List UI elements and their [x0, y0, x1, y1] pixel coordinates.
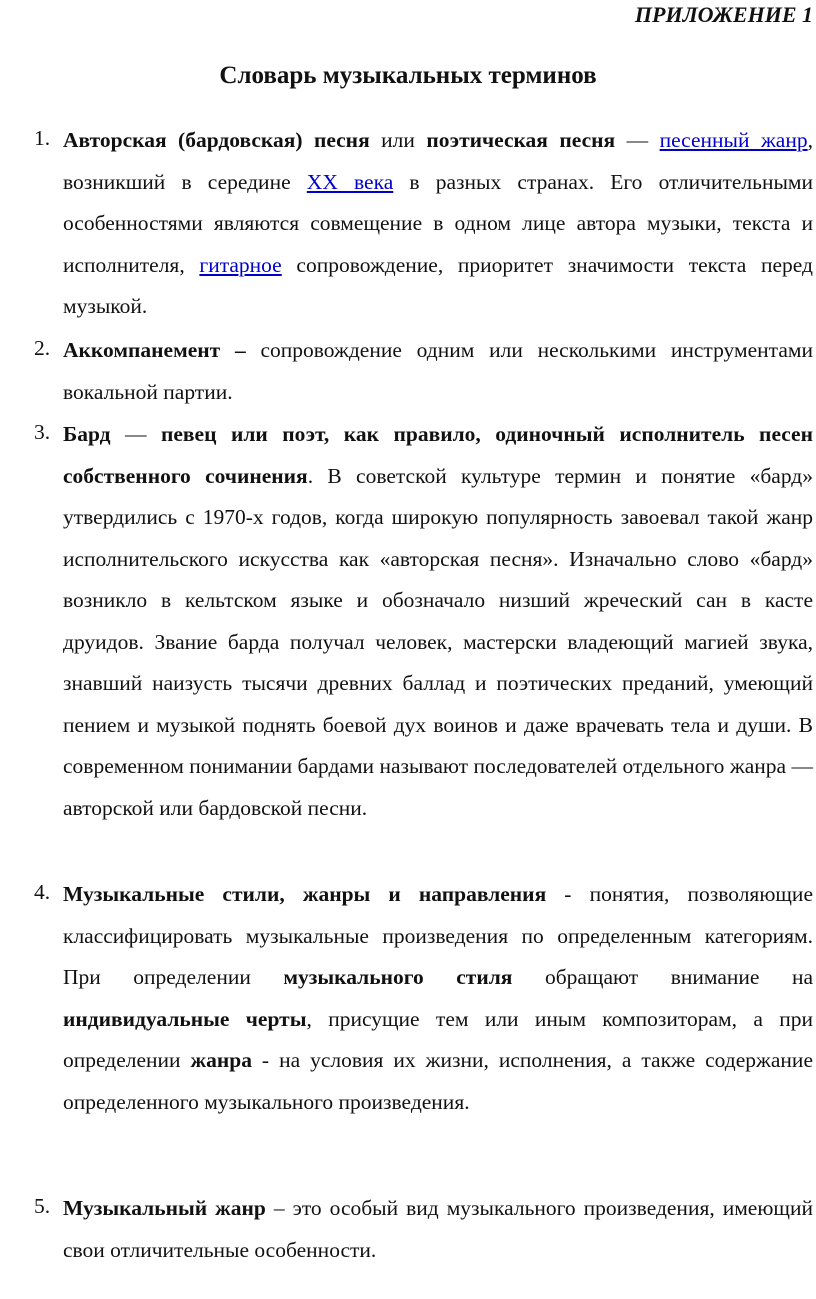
list-item: [34, 1188, 813, 1271]
term-bold: певец или поэт, как правило, одиночный исполнитель песен собственного сочинения: [63, 422, 813, 488]
link-20th-century[interactable]: XX века: [306, 169, 394, 194]
item-body: Музыкальные стили, жанры и направления - понятия, позволяющие классифицировать музыкальные произведения по определенным категориям. При определении музыкального стиля обращают внимание на индивидуальные черты, присущие тем или иным композиторам, а при определении жанра - на условия их жизни, исполнения, а также содержание определенного музыкального произведения.: [63, 882, 813, 1114]
term-bold: музыкального стиля: [283, 965, 513, 989]
item-number: 5.: [34, 1194, 51, 1218]
item-number: 1.: [34, 126, 51, 150]
item-body: Музыкальный жанр – это особый вид музыкального произведения, имеющий свои отличительные особенности.: [63, 1196, 813, 1262]
list-item: [34, 330, 813, 413]
term-bold: индивидуальные черты: [63, 1006, 307, 1031]
item-body: Аккомпанемент – сопровождение одним или несколькими инструментами вокальной партии.: [63, 338, 813, 404]
link-guitar[interactable]: гитарное: [199, 252, 282, 277]
item-number: 3.: [34, 420, 51, 444]
link-song-genre[interactable]: песенный жанр: [659, 128, 808, 152]
term-bold: Музыкальный жанр: [63, 1196, 266, 1220]
item-body: Бард — певец или поэт, как правило, одиночный исполнитель песен собственного сочинения. В советской культуре термин и понятие «бард» утвердились с 1970-х годов, когда широкую популярность завоевал такой жанр исполнительского искусства как «авторская песня». Изначально слово «бард» возникло в кельтском языке и обозначало низший жреческий сан в касте друидов. Звание барда получал человек, мастерски владеющий магией звука, знавший наизусть тысячи древних баллад и поэтических преданий, умеющий пением и музыкой поднять боевой дух воинов и даже врачевать тела и души. В современном понимании бардами называют последователей отдельного жанра — авторской или бардовской песни.: [63, 422, 813, 820]
term-bold: поэтическая песня: [426, 128, 616, 152]
term-bold: Аккомпанемент –: [63, 338, 246, 362]
term-bold: Бард: [63, 422, 111, 446]
term-bold: Музыкальные стили, жанры и направления: [63, 882, 547, 906]
list-item: [34, 120, 813, 328]
item-number: 2.: [34, 336, 51, 360]
list-item: [34, 414, 813, 829]
term-bold: Авторская (бардовская) песня: [63, 128, 370, 152]
list-item: [34, 874, 813, 1123]
term-bold: жанра: [190, 1048, 252, 1072]
item-number: 4.: [34, 880, 51, 904]
item-body: Авторская (бардовская) песня или поэтическая песня — песенный жанр, возникший в середине XX века в разных странах. Его отличительными особенностями являются совмещение в одном лице автора музыки, текста и исполнителя, гитарное сопровождение, приоритет значимости текста перед музыкой.: [63, 128, 814, 318]
page-title: Словарь музыкальных терминов: [219, 62, 597, 89]
appendix-label: ПРИЛОЖЕНИЕ 1: [634, 2, 813, 27]
